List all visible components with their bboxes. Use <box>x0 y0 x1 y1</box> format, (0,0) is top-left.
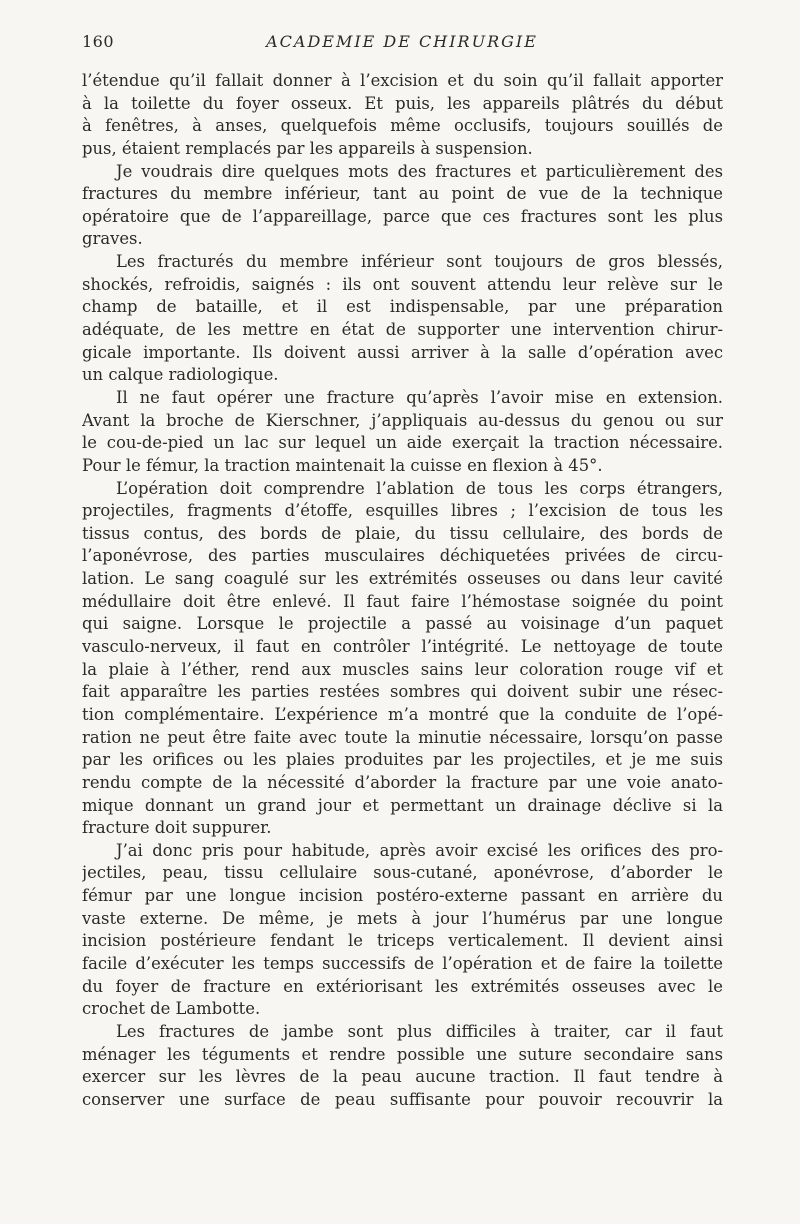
text-line: shockés, refroidis, saignés : ils ont souvent attendu leur relève sur le <box>82 274 723 294</box>
text-line: l’aponévrose, des parties musculaires déchiquetées privées de circu- <box>82 546 723 566</box>
text-line: L’opération doit comprendre l’ablation de tous les corps étrangers, <box>116 478 723 498</box>
text-line: mique donnant un grand jour et permettant un drainage déclive si la <box>82 795 723 815</box>
text-line: exercer sur les lèvres de la peau aucune traction. Il faut tendre à <box>82 1067 723 1087</box>
running-title: ACADEMIE DE CHIRURGIE <box>266 32 538 51</box>
text-line: incision postérieure fendant le triceps verticalement. Il devient ainsi <box>82 931 723 951</box>
text-line: Pour le fémur, la traction maintenait la cuisse en flexion à 45°. <box>82 455 603 475</box>
text-line: Il ne faut opérer une fracture qu’après l’avoir mise en extension. <box>116 387 723 407</box>
text-line: pus, étaient remplacés par les appareils à suspension. <box>82 138 533 158</box>
text-line: adéquate, de les mettre en état de supporter une intervention chirur- <box>82 320 723 340</box>
text-line: ration ne peut être faite avec toute la minutie nécessaire, lorsqu’on passe <box>82 727 723 747</box>
text-line: Je voudrais dire quelques mots des fractures et particulièrement des <box>116 161 723 181</box>
body-text <box>82 70 723 1111</box>
text-line: opératoire que de l’appareillage, parce que ces fractures sont les plus <box>82 206 723 226</box>
text-line: conserver une surface de peau suffisante pour pouvoir recouvrir la <box>82 1089 723 1109</box>
page-number: 160 <box>82 32 115 51</box>
text-line: médullaire doit être enlevé. Il faut faire l’hémostase soignée du point <box>82 591 723 611</box>
text-line: le cou-de-pied un lac sur lequel un aide exerçait la traction nécessaire. <box>82 433 723 453</box>
text-line: fémur par une longue incision postéro-externe passant en arrière du <box>82 886 723 906</box>
text-line: Les fractures de jambe sont plus difficiles à traiter, car il faut <box>116 1021 723 1041</box>
text-line: la plaie à l’éther, rend aux muscles sains leur coloration rouge vif et <box>82 659 723 679</box>
text-line: Avant la broche de Kierschner, j’appliquais au-dessus du genou ou sur <box>82 410 723 430</box>
text-line: l’étendue qu’il fallait donner à l’excision et du soin qu’il fallait apporter <box>82 71 723 90</box>
text-line: tion complémentaire. L’expérience m’a montré que la conduite de l’opé- <box>82 704 723 724</box>
text-line: vaste externe. De même, je mets à jour l’humérus par une longue <box>82 908 723 928</box>
text-line: facile d’exécuter les temps successifs de l’opération et de faire la toilette <box>82 953 723 973</box>
text-line: Les fracturés du membre inférieur sont toujours de gros blessés, <box>116 252 723 272</box>
text-line: fractures du membre inférieur, tant au point de vue de la technique <box>82 184 723 204</box>
text-line: J’ai donc pris pour habitude, après avoir excisé les orifices des pro- <box>116 840 723 860</box>
text-line: à fenêtres, à anses, quelquefois même occlusifs, toujours souillés de <box>82 116 723 136</box>
text-line: lation. Le sang coagulé sur les extrémités osseuses ou dans leur cavité <box>82 569 723 589</box>
text-line: fracture doit suppurer. <box>82 818 272 838</box>
text-line: graves. <box>82 229 143 249</box>
text-line: tissus contus, des bords de plaie, du tissu cellulaire, des bords de <box>82 523 723 543</box>
text-line: du foyer de fracture en extériorisant les extrémités osseuses avec le <box>82 976 723 996</box>
text-line: un calque radiologique. <box>82 365 279 385</box>
page-header <box>82 32 722 60</box>
text-line: jectiles, peau, tissu cellulaire sous-cutané, aponévrose, d’aborder le <box>82 863 723 883</box>
text-line: fait apparaître les parties restées sombres qui doivent subir une résec- <box>82 682 723 702</box>
text-line: champ de bataille, et il est indispensable, par une préparation <box>82 297 723 317</box>
text-line: à la toilette du foyer osseux. Et puis, les appareils plâtrés du début <box>82 93 723 113</box>
text-line: vasculo-nerveux, il faut en contrôler l’intégrité. Le nettoyage de toute <box>82 637 723 657</box>
text-line: rendu compte de la nécessité d’aborder la fracture par une voie anato- <box>82 772 723 792</box>
text-line: par les orifices ou les plaies produites par les projectiles, et je me suis <box>82 750 723 770</box>
text-line: projectiles, fragments d’étoffe, esquilles libres ; l’excision de tous les <box>82 501 723 521</box>
text-line: qui saigne. Lorsque le projectile a passé au voisinage d’un paquet <box>82 614 723 634</box>
text-line: ménager les téguments et rendre possible une suture secondaire sans <box>82 1044 723 1064</box>
text-line: gicale importante. Ils doivent aussi arriver à la salle d’opération avec <box>82 342 723 362</box>
text-line: crochet de Lambotte. <box>82 999 261 1019</box>
